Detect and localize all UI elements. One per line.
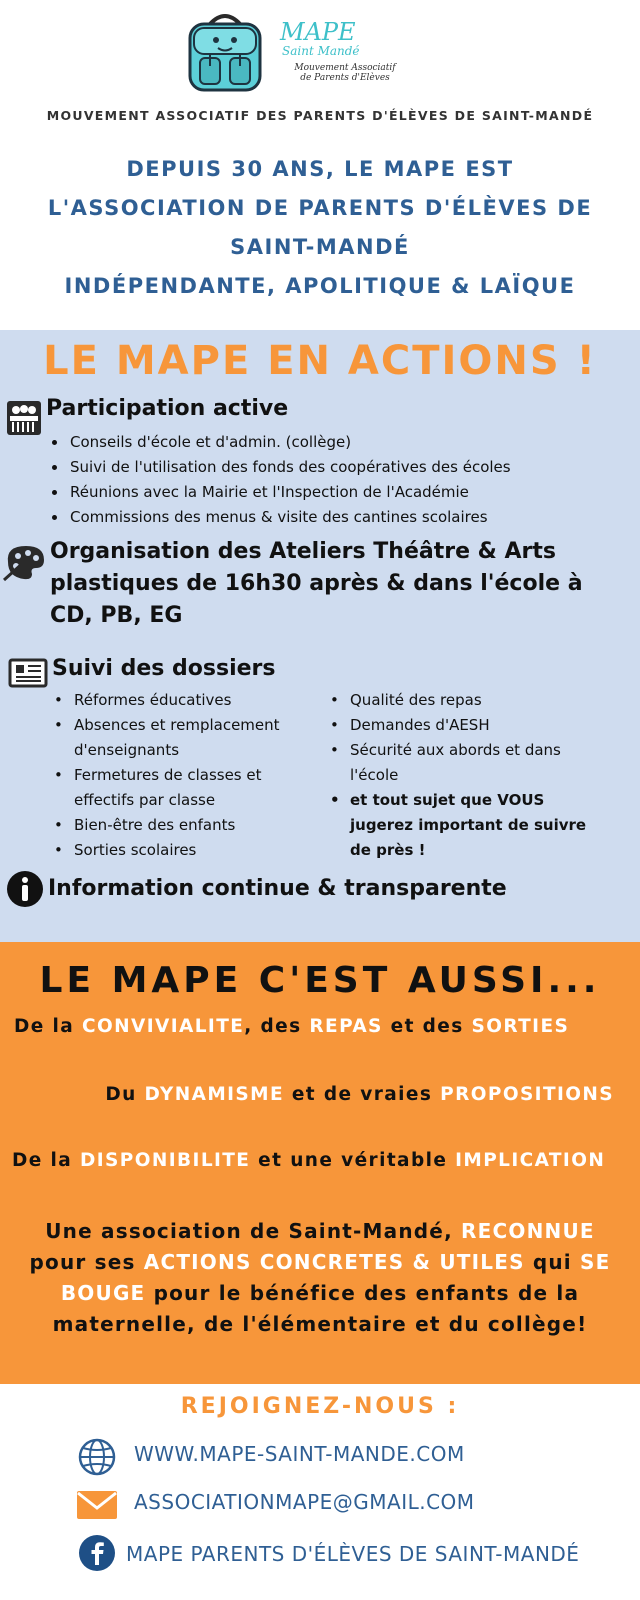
aussi-paragraph-line: pour ses ACTIONS CONCRETES & UTILES qui SE — [29, 1250, 611, 1274]
join-heading: REJOIGNEZ-NOUS : — [180, 1394, 460, 1419]
list-item-continued: effectifs par classe — [74, 791, 216, 809]
dossiers-right-list — [330, 688, 630, 863]
intro-line: SAINT-MANDÉ — [230, 235, 410, 259]
list-item: • Réunions avec la Mairie et l'Inspection de l'Académie — [68, 480, 640, 505]
list-item: • Suivi de l'utilisation des fonds des coopératives des écoles — [68, 455, 640, 480]
footer — [0, 1384, 640, 1600]
aussi-paragraph-line: BOUGE pour le bénéfice des enfants de la — [60, 1281, 580, 1305]
list-item: • Absences et remplacement — [54, 716, 280, 734]
list-item-continued: jugerez important de suivre — [350, 816, 587, 834]
list-item: • et tout sujet que VOUS — [330, 791, 545, 809]
participation-heading: Participation active — [46, 396, 289, 421]
information-heading: Information continue & transparente — [48, 876, 507, 901]
list-item: • Sorties scolaires — [54, 841, 197, 859]
schoolbag-icon — [180, 10, 270, 95]
aussi-paragraph-line: Une association de Saint-Mandé, RECONNUE — [45, 1219, 595, 1243]
aussi-paragraph-line: maternelle, de l'élémentaire et du collège! — [52, 1312, 588, 1336]
list-item: • Bien-être des enfants — [54, 816, 236, 834]
dossiers-left-list — [54, 688, 324, 863]
logo-text — [280, 20, 410, 83]
logo-name: MAPE — [280, 18, 356, 46]
org-full-name: MOUVEMENT ASSOCIATIF DES PARENTS D'ÉLÈVES DE SAINT-MANDÉ — [46, 108, 594, 123]
meeting-icon — [6, 400, 42, 436]
dossiers-heading: Suivi des dossiers — [52, 656, 276, 681]
newspaper-icon — [8, 658, 48, 688]
email-link[interactable]: ASSOCIATIONMAPE@GMAIL.COM — [134, 1490, 475, 1514]
list-item-continued: d'enseignants — [74, 741, 180, 759]
list-item-continued: de près ! — [350, 841, 426, 859]
list-item: • Demandes d'AESH — [330, 716, 490, 734]
globe-icon — [78, 1438, 116, 1476]
intro-heading — [0, 150, 640, 306]
intro-line: INDÉPENDANTE, APOLITIQUE & LAÏQUE — [64, 274, 576, 298]
aussi-line-dynamism: Du DYNAMISME et de vraies PROPOSITIONS — [105, 1084, 614, 1105]
envelope-icon — [76, 1490, 118, 1520]
logo — [180, 10, 440, 95]
list-item: • Conseils d'école et d'admin. (collège) — [68, 430, 640, 455]
aussi-section — [0, 942, 640, 1384]
facebook-link[interactable]: MAPE PARENTS D'ÉLÈVES DE SAINT-MANDÉ — [126, 1542, 580, 1566]
aussi-paragraph — [20, 1216, 620, 1340]
list-item: • Qualité des repas — [330, 691, 482, 709]
intro-line: DEPUIS 30 ANS, LE MAPE EST — [126, 157, 514, 181]
logo-subtitle-line: Mouvement Associatif — [294, 63, 396, 73]
ateliers-heading-line: plastiques de 16h30 après & dans l'école à — [50, 571, 583, 596]
intro-line: L'ASSOCIATION DE PARENTS D'ÉLÈVES DE — [47, 196, 593, 220]
list-item: • Commissions des menus & visite des cantines scolaires — [68, 505, 640, 530]
facebook-icon — [78, 1534, 116, 1572]
list-item-continued: l'école — [350, 766, 399, 784]
actions-title: LE MAPE EN ACTIONS ! — [43, 338, 597, 384]
logo-subtitle — [280, 63, 410, 83]
aussi-line-conviviality: De la CONVIVIALITE, des REPAS et des SORTIES — [14, 1016, 570, 1037]
header — [0, 0, 640, 330]
participation-list — [50, 430, 640, 530]
aussi-title: LE MAPE C'EST AUSSI... — [39, 960, 601, 1001]
logo-subtitle-line: de Parents d'Elèves — [300, 73, 390, 83]
aussi-line-availability: De la DISPONIBILITE et une véritable IMPLICATION — [12, 1150, 606, 1171]
info-icon — [6, 870, 44, 908]
list-item: • Fermetures de classes et — [54, 766, 262, 784]
actions-section — [0, 330, 640, 942]
palette-icon — [2, 542, 48, 582]
logo-town: Saint Mandé — [282, 44, 360, 58]
ateliers-heading-line: Organisation des Ateliers Théâtre & Arts — [50, 539, 556, 564]
ateliers-heading-line: CD, PB, EG — [50, 603, 183, 628]
list-item: • Sécurité aux abords et dans — [330, 741, 561, 759]
ateliers-heading — [50, 536, 583, 632]
website-link[interactable]: WWW.MAPE-SAINT-MANDE.COM — [134, 1442, 465, 1466]
list-item: • Réformes éducatives — [54, 691, 232, 709]
